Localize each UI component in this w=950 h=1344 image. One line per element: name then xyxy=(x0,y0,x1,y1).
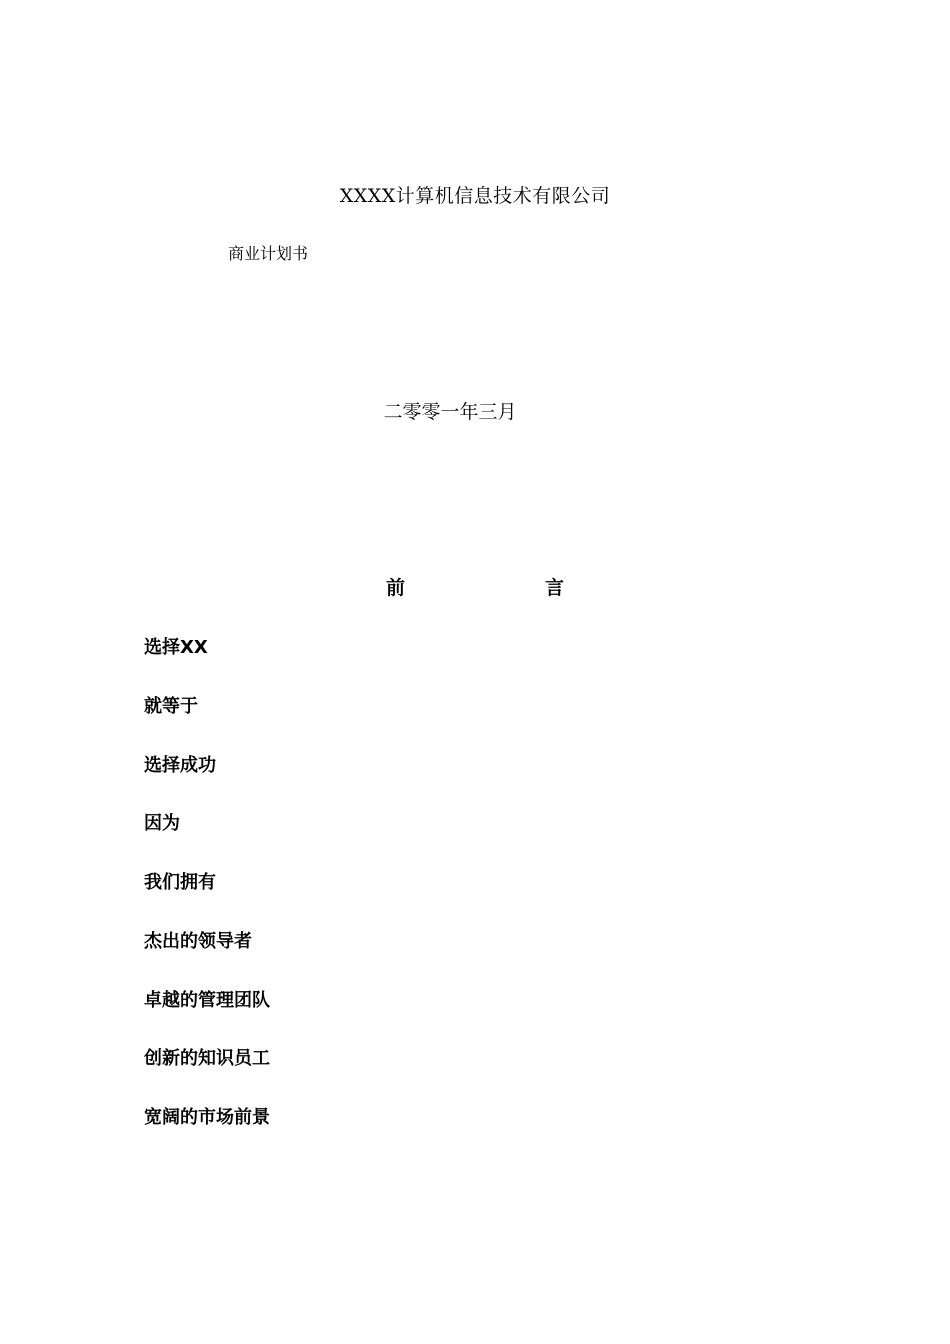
slogan-line: 杰出的领导者 xyxy=(144,930,252,952)
slogan-line: 我们拥有 xyxy=(144,872,216,893)
slogan-line: 就等于 xyxy=(144,695,198,717)
document-date: 二零零一年三月 xyxy=(383,401,517,423)
slogan-list xyxy=(144,635,270,1164)
slogan-line: 选择XX xyxy=(144,637,208,658)
preface-heading-left: 前 xyxy=(386,577,406,599)
slogan-line: 卓越的管理团队 xyxy=(144,989,270,1011)
preface-heading-right: 言 xyxy=(545,577,565,599)
slogan-line: 选择成功 xyxy=(144,754,216,776)
document-type-label: 商业计划书 xyxy=(228,244,309,263)
slogan-line: 创新的知识员工 xyxy=(144,1048,270,1070)
slogan-line: 因为 xyxy=(144,813,180,835)
slogan-line: 宽阔的市场前景 xyxy=(144,1107,270,1128)
company-title: XXXX计算机信息技术有限公司 xyxy=(339,185,611,207)
